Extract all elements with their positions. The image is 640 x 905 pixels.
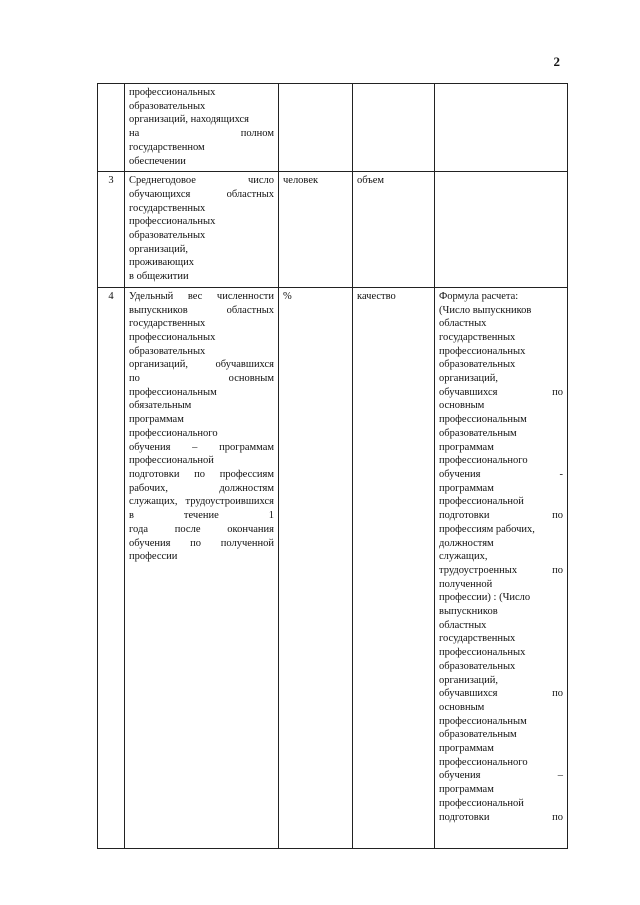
- cell-text-line: обучения –: [439, 770, 563, 782]
- cell-text-line: в течение 1: [129, 510, 274, 522]
- cell-text-line: Удельный вес численности: [129, 290, 274, 302]
- cell-text-line: года после окончания: [129, 523, 274, 535]
- calculation-formula: [435, 287, 568, 848]
- cell-text-line: образовательных: [129, 100, 206, 112]
- cell-text-line: государственных: [439, 633, 516, 645]
- cell-text-line: профессии) : (Число: [439, 592, 531, 604]
- cell-text-line: профессиональным: [439, 414, 527, 426]
- cell-text-line: выпускников областных: [129, 304, 274, 316]
- cell-text-line: трудоустроенных по: [439, 564, 563, 576]
- cell-text-line: организаций, находящихся: [129, 114, 250, 126]
- cell-text-line: программам профессионального: [129, 414, 218, 439]
- cell-text-line: профессиональных: [439, 647, 526, 659]
- cell-text-line: обязательным: [129, 400, 192, 412]
- cell-text-line: программам: [439, 482, 494, 494]
- cell-text-line: должностям: [439, 537, 494, 549]
- cell-text-line: образовательных: [129, 230, 206, 242]
- indicator-type: объем: [353, 172, 435, 288]
- unit-of-measure: человек: [279, 172, 353, 288]
- calculation-formula: [435, 172, 568, 288]
- cell-text-line: проживающих: [129, 257, 195, 269]
- cell-text-line: подготовки по: [439, 811, 563, 823]
- indicator-name: [125, 287, 279, 848]
- cell-text-line: служащих,: [439, 551, 488, 563]
- cell-text-line: государственных: [439, 331, 516, 343]
- cell-text-line: организаций,: [439, 373, 498, 385]
- table-row: [98, 84, 568, 172]
- cell-text-line: профессиональных: [439, 345, 526, 357]
- unit-of-measure: [279, 84, 353, 172]
- cell-text-line: Формула расчета:: [439, 290, 519, 302]
- cell-text-line: основным: [439, 701, 485, 713]
- cell-text-line: областных: [439, 619, 487, 631]
- row-number: 4: [98, 287, 125, 848]
- cell-text-line: полученной: [439, 578, 493, 590]
- cell-text-line: образовательных: [129, 345, 206, 357]
- indicators-table: [97, 83, 568, 849]
- cell-text-line: служащих, трудоустроившихся: [129, 496, 274, 508]
- cell-text-line: программам: [439, 743, 494, 755]
- cell-text-line: рабочих, должностям: [129, 482, 274, 494]
- cell-text-line: организаций,: [129, 243, 188, 255]
- row-number: 3: [98, 172, 125, 288]
- cell-text-line: профессиям рабочих,: [439, 523, 535, 535]
- unit-of-measure: %: [279, 287, 353, 848]
- indicator-type: [353, 84, 435, 172]
- cell-text-line: профессиональным: [439, 715, 527, 727]
- cell-text-line: программам: [439, 784, 494, 796]
- cell-text-line: обучавшихся по: [439, 688, 563, 700]
- cell-text-line: государственных: [129, 202, 206, 214]
- cell-text-line: областных: [439, 318, 487, 330]
- cell-text-line: обучения – программам: [129, 441, 274, 453]
- cell-text-line: профессиональных: [129, 331, 216, 343]
- cell-text-line: обеспечении: [129, 155, 186, 167]
- cell-text-line: профессионального: [439, 756, 528, 768]
- table-row: [98, 172, 568, 288]
- cell-text-line: образовательных: [439, 660, 516, 672]
- cell-text-line: образовательным: [439, 427, 517, 439]
- cell-text-line: (Число выпускников: [439, 304, 532, 316]
- indicator-name: [125, 84, 279, 172]
- cell-text-line: основным: [439, 400, 485, 412]
- calculation-formula: [435, 84, 568, 172]
- cell-text-line: обучавшихся по: [439, 386, 563, 398]
- row-number: [98, 84, 125, 172]
- cell-text-line: профессиональной: [439, 797, 524, 809]
- cell-text-line: обучения -: [439, 468, 563, 480]
- cell-text-line: выпускников: [439, 606, 498, 618]
- cell-text-line: профессиональной: [439, 496, 524, 508]
- indicator-type: качество: [353, 287, 435, 848]
- cell-text-line: Среднегодовое число: [129, 175, 274, 187]
- cell-text-line: образовательным: [439, 729, 517, 741]
- cell-text-line: на полном: [129, 128, 274, 140]
- cell-text-line: государственном: [129, 141, 205, 153]
- page-number: 2: [553, 54, 560, 69]
- cell-text-line: профессиональной: [129, 455, 214, 467]
- cell-text-line: профессии: [129, 551, 178, 563]
- cell-text-line: подготовки по профессиям: [129, 468, 274, 480]
- cell-text-line: подготовки по: [439, 510, 563, 522]
- cell-text-line: профессиональных: [129, 87, 216, 98]
- cell-text-line: образовательных: [439, 359, 516, 371]
- indicator-name: [125, 172, 279, 288]
- cell-text-line: обучающихся областных: [129, 188, 274, 200]
- cell-text-line: государственных: [129, 318, 206, 330]
- table-row: [98, 287, 568, 848]
- cell-text-line: организаций,: [439, 674, 498, 686]
- cell-text-line: организаций, обучавшихся: [129, 359, 274, 371]
- cell-text-line: в общежитии: [129, 271, 189, 283]
- cell-text-line: по основным профессиональным: [129, 373, 274, 398]
- cell-text-line: профессиональных: [129, 216, 216, 228]
- cell-text-line: обучения по полученной: [129, 537, 274, 549]
- cell-text-line: программам: [439, 441, 494, 453]
- cell-text-line: профессионального: [439, 455, 528, 467]
